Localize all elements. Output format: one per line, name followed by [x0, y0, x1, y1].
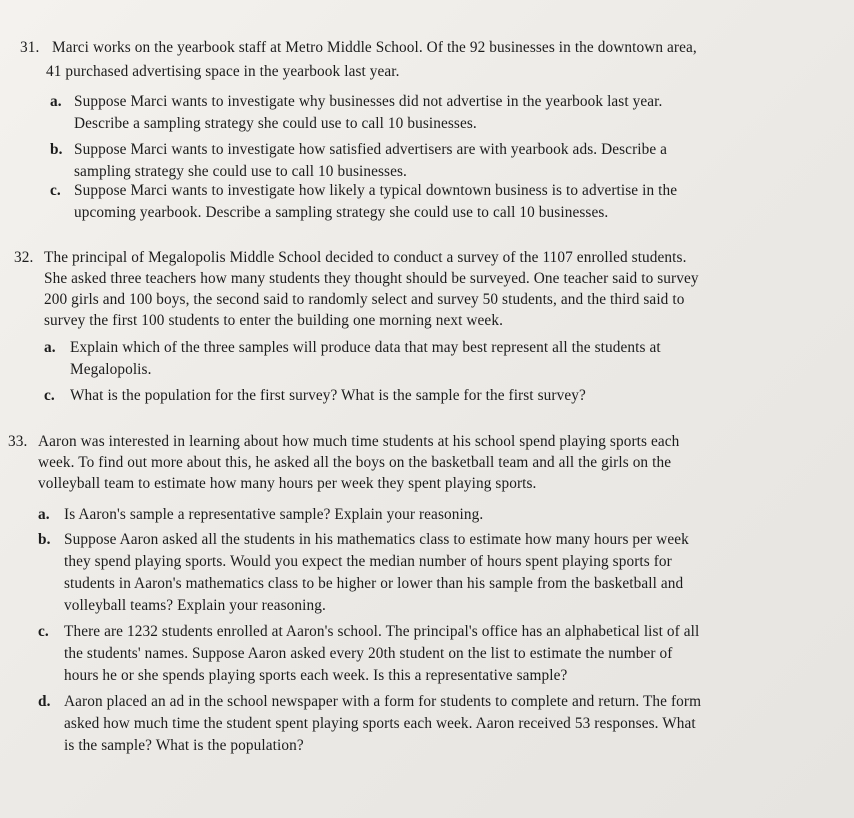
problem-number: 31. — [20, 39, 40, 56]
part-label: c. — [50, 182, 61, 199]
part-line: Is Aaron's sample a representative sample? Explain your reasoning. — [64, 506, 484, 523]
part-line: What is the population for the first survey? What is the sample for the first survey? — [70, 387, 586, 404]
part-line: Aaron placed an ad in the school newspaper with a form for students to complete and return. The form — [64, 693, 702, 710]
part-line: Suppose Marci wants to investigate why businesses did not advertise in the yearbook last year. — [74, 93, 663, 110]
problem-number: 33. — [8, 433, 28, 450]
part-label: c. — [38, 623, 49, 640]
part-label: a. — [38, 506, 50, 523]
part-line: Describe a sampling strategy she could use to call 10 businesses. — [74, 115, 477, 132]
problem-stem-line: She asked three teachers how many students they thought should be surveyed. One teacher said to survey — [44, 270, 699, 287]
part-line: Suppose Marci wants to investigate how satisfied advertisers are with yearbook ads. Describe a — [74, 141, 668, 158]
part-line: Suppose Marci wants to investigate how likely a typical downtown business is to advertise in the — [74, 182, 678, 199]
part-line: the students' names. Suppose Aaron asked every 20th student on the list to estimate the number of — [64, 645, 673, 662]
problem-stem-line: The principal of Megalopolis Middle School decided to conduct a survey of the 1107 enrolled students. — [44, 249, 687, 266]
part-label: b. — [50, 141, 63, 158]
problem-stem-line: survey the first 100 students to enter the building one morning next week. — [44, 312, 503, 329]
problem-stem-line: 200 girls and 100 boys, the second said to randomly select and survey 50 students, and the third said to — [44, 291, 685, 308]
part-line: they spend playing sports. Would you expect the median number of hours spent playing sports for — [64, 553, 672, 570]
part-line: Suppose Aaron asked all the students in his mathematics class to estimate how many hours per week — [64, 531, 689, 548]
part-line: sampling strategy she could use to call 10 businesses. — [74, 163, 407, 180]
part-line: volleyball teams? Explain your reasoning. — [64, 597, 326, 614]
part-line: upcoming yearbook. Describe a sampling strategy she could use to call 10 businesses. — [74, 204, 609, 221]
part-label: c. — [44, 387, 55, 404]
part-line: is the sample? What is the population? — [64, 737, 304, 754]
problem-stem-line: Aaron was interested in learning about how much time students at his school spend playing sports each — [38, 433, 680, 450]
problem-stem-line: volleyball team to estimate how many hours per week they spent playing sports. — [38, 475, 537, 492]
problem-stem-line: Marci works on the yearbook staff at Metro Middle School. Of the 92 businesses in the downtown area, — [52, 39, 697, 56]
part-label: a. — [50, 93, 62, 110]
part-label: d. — [38, 693, 51, 710]
problem-stem-line: week. To find out more about this, he asked all the boys on the basketball team and all the girls on the — [38, 454, 672, 471]
part-line: hours he or she spends playing sports each week. Is this a representative sample? — [64, 667, 568, 684]
part-line: There are 1232 students enrolled at Aaron's school. The principal's office has an alphabetical list of all — [64, 623, 700, 640]
problem-number: 32. — [14, 249, 34, 266]
part-line: Megalopolis. — [70, 361, 152, 378]
problem-stem-line: 41 purchased advertising space in the yearbook last year. — [46, 63, 400, 80]
part-label: a. — [44, 339, 56, 356]
part-line: asked how much time the student spent playing sports each week. Aaron received 53 responses. What — [64, 715, 696, 732]
part-label: b. — [38, 531, 51, 548]
part-line: students in Aaron's mathematics class to be higher or lower than his sample from the basketball and — [64, 575, 684, 592]
part-line: Explain which of the three samples will produce data that may best represent all the students at — [70, 339, 661, 356]
